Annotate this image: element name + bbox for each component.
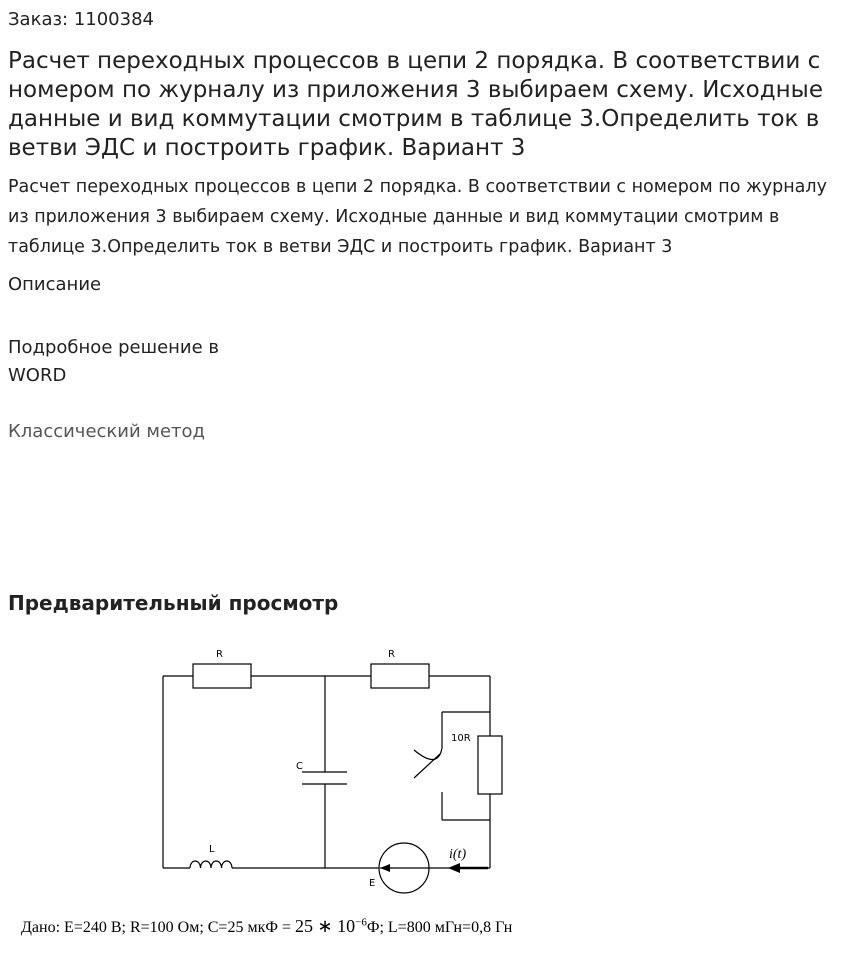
description-heading: Описание [8, 274, 102, 295]
given-suffix: Ф; L=800 мГн=0,8 Гн [366, 919, 513, 936]
resistor-r-right [371, 664, 429, 688]
method-note: Классический метод [8, 421, 205, 442]
order-number: Заказ: 1100384 [8, 9, 154, 30]
circuit-schematic [0, 630, 847, 910]
task-description: Расчет переходных процессов в цепи 2 порядка. В соответствии с номером по журналу из приложения 3 выбираем схему. Исходные данные и вид коммутации смотрим в таблице 3.Определить ток в ветви ЭДС и построить график. Вариант 3 [8, 177, 827, 257]
label-r-left: R [216, 649, 223, 660]
detail-line-1: Подробное решение в [8, 337, 220, 358]
label-current: i(t) [449, 847, 467, 862]
preview-heading: Предварительный просмотр [8, 591, 339, 615]
detail-note [8, 334, 219, 390]
given-sci-base: 25 ∗ 10 [295, 916, 356, 936]
page-title: Расчет переходных процессов в цепи 2 порядка. В соответствии с номером по журналу из приложения 3 выбираем схему. Исходные данные и вид коммутации смотрим в таблице 3.Определить ток в ветви ЭДС и построить график. Вариант 3 [8, 48, 823, 161]
label-source: E [369, 878, 376, 889]
resistor-10r [478, 736, 502, 794]
given-data [21, 914, 512, 940]
label-10r: 10R [451, 733, 471, 744]
label-r-right: R [388, 649, 395, 660]
given-sci-exp: −6 [355, 916, 367, 929]
detail-line-2: WORD [8, 365, 67, 386]
current-arrow-icon [448, 863, 460, 873]
label-inductor: L [209, 844, 215, 855]
resistor-r-left [193, 664, 251, 688]
given-prefix: Дано: E=240 В; R=100 Ом; C=25 мкФ = [21, 919, 296, 936]
label-capacitor: C [296, 761, 303, 772]
